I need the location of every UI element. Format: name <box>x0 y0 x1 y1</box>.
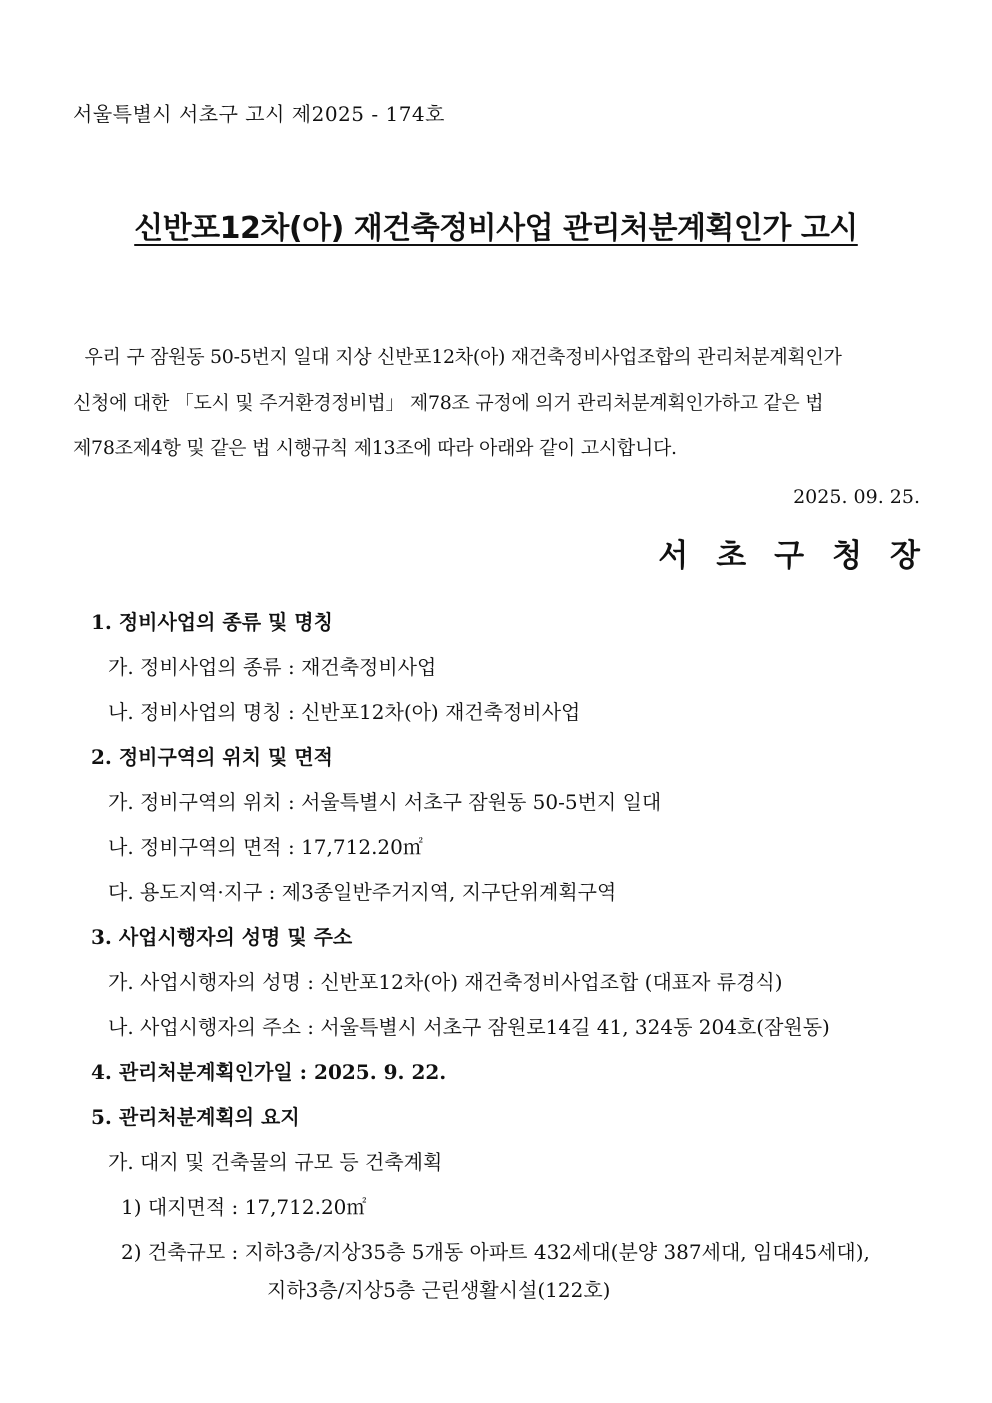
section-2-item-c: 다. 용도지역·지구 : 제3종일반주거지역, 지구단위계획구역 <box>108 880 617 904</box>
section-5-item-a1: 1) 대지면적 : 17,712.20㎡ <box>121 1195 367 1219</box>
section-1-item-b: 나. 정비사업의 명칭 : 신반포12차(아) 재건축정비사업 <box>108 700 581 724</box>
intro-line-3: 제78조제4항 및 같은 법 시행규칙 제13조에 따라 아래와 같이 고시합니다. <box>73 437 677 459</box>
section-5-item-a2: 2) 건축규모 : 지하3층/지상35층 5개동 아파트 432세대(분양 387세대, 임대45세대), <box>121 1240 870 1264</box>
section-2-item-a: 가. 정비구역의 위치 : 서울특별시 서초구 잠원동 50-5번지 일대 <box>108 790 662 814</box>
section-2-item-b: 나. 정비구역의 면적 : 17,712.20㎡ <box>108 835 423 859</box>
section-4-heading: 4. 관리처분계획인가일 : 2025. 9. 22. <box>91 1060 447 1084</box>
section-2-heading: 2. 정비구역의 위치 및 면적 <box>91 745 333 769</box>
section-5-item-a2-continued: 지하3층/지상5층 근린생활시설(122호) <box>267 1278 611 1302</box>
section-3-item-a: 가. 사업시행자의 성명 : 신반포12차(아) 재건축정비사업조합 (대표자 류경식) <box>108 970 783 994</box>
section-5-heading: 5. 관리처분계획의 요지 <box>91 1105 300 1129</box>
document-title: 신반포12차(아) 재건축정비사업 관리처분계획인가 고시 <box>134 211 858 246</box>
section-5-item-a: 가. 대지 및 건축물의 규모 등 건축계획 <box>108 1150 443 1174</box>
notice-date: 2025. 09. 25. <box>793 486 920 508</box>
signer-name: 서초구청장 <box>658 538 948 574</box>
section-1-heading: 1. 정비사업의 종류 및 명칭 <box>91 610 333 634</box>
intro-line-2: 신청에 대한 「도시 및 주거환경정비법」 제78조 규정에 의거 관리처분계획인가하고 같은 법 <box>73 392 824 414</box>
section-3-heading: 3. 사업시행자의 성명 및 주소 <box>91 925 353 949</box>
intro-line-1: 우리 구 잠원동 50-5번지 일대 지상 신반포12차(아) 재건축정비사업조합의 관리처분계획인가 <box>73 346 842 368</box>
section-3-item-b: 나. 사업시행자의 주소 : 서울특별시 서초구 잠원로14길 41, 324동 204호(잠원동) <box>108 1015 830 1039</box>
notice-number: 서울특별시 서초구 고시 제2025 - 174호 <box>73 102 445 126</box>
section-1-item-a: 가. 정비사업의 종류 : 재건축정비사업 <box>108 655 437 679</box>
